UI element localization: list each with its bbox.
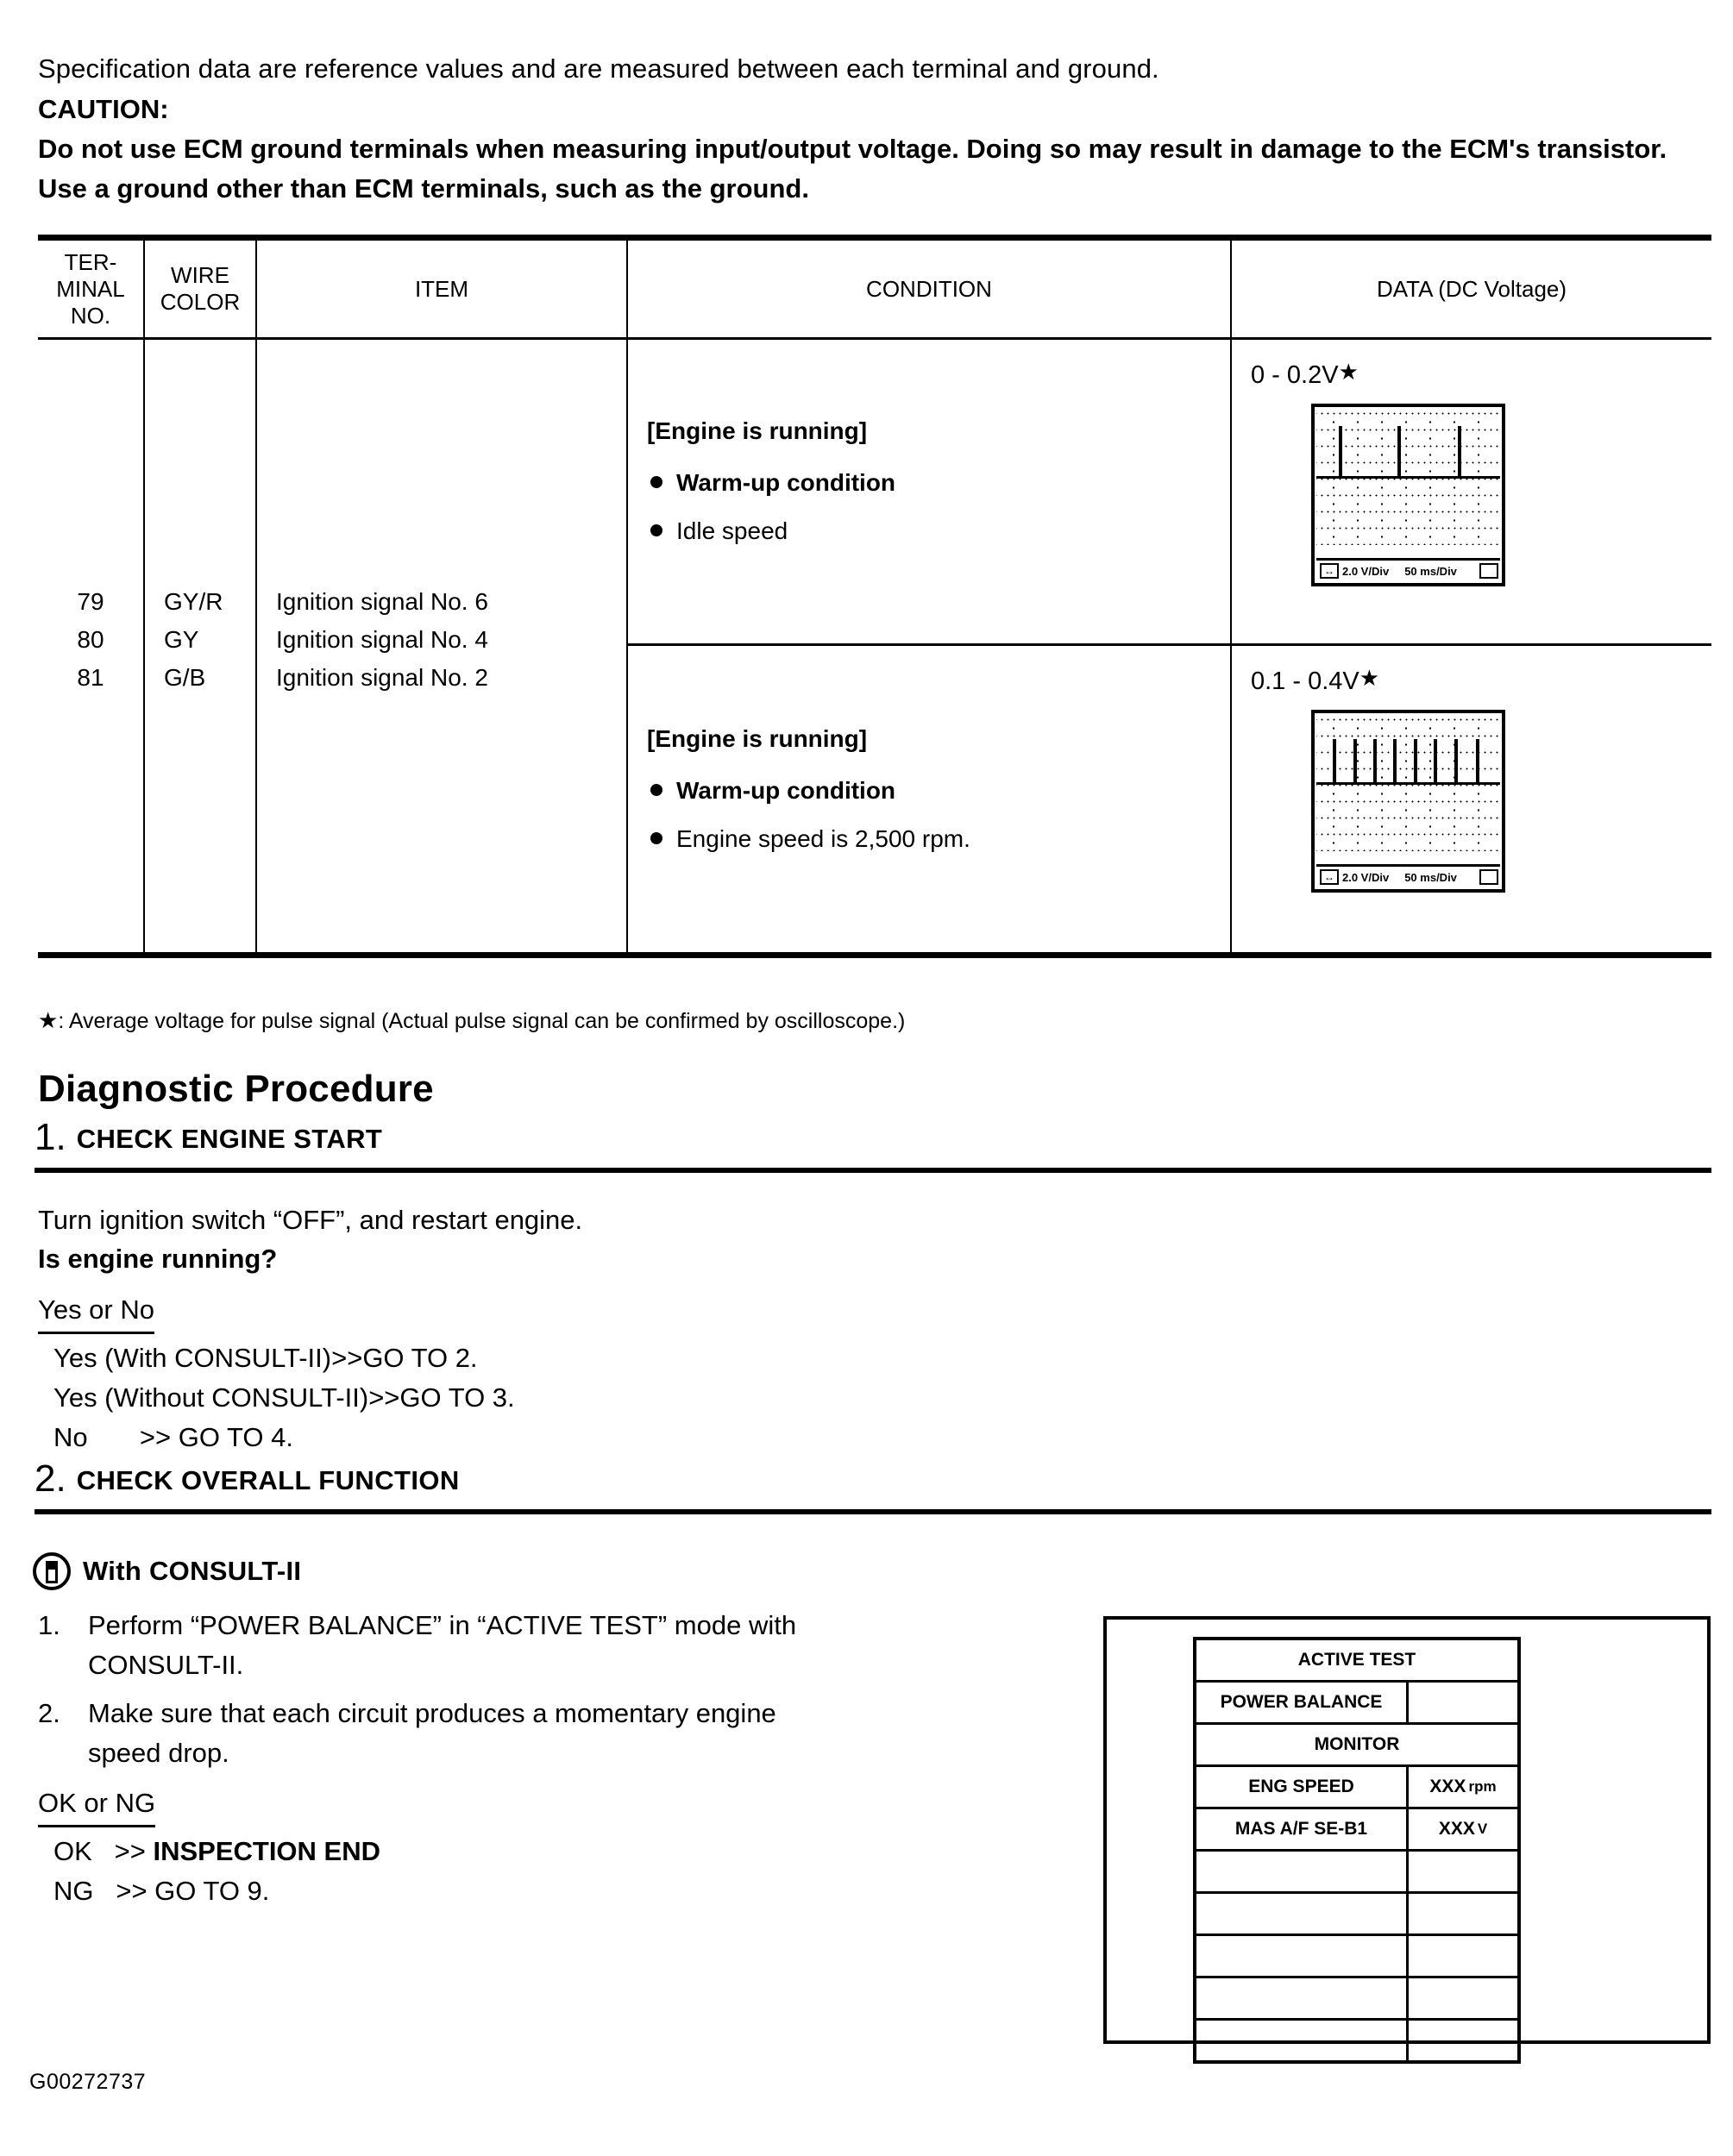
waveform-pulse — [1333, 739, 1336, 782]
waveform-pulse — [1397, 426, 1401, 476]
table-body-row — [38, 340, 1711, 952]
item-text-line1: Make sure that each circuit produces a momentary engine — [88, 1698, 776, 1728]
answer-sep: >> — [93, 1876, 155, 1906]
scope-footer — [1316, 864, 1500, 887]
caution-body: Do not use ECM ground terminals when measuring input/output voltage. Doing so may result in damage to the ECM's transistor. Use a ground other than ECM terminals, such as the ground. — [38, 134, 1667, 204]
scope-mode-icon: ↔ — [1320, 869, 1339, 885]
answer-key: OK — [53, 1836, 92, 1866]
header-terminal-l1: TER- — [64, 248, 117, 275]
item-text-line2: CONSULT-II. — [88, 1650, 244, 1680]
footnote-text: : Average voltage for pulse signal (Actual pulse signal can be confirmed by oscilloscope.) — [58, 1009, 906, 1033]
terminal-no-list — [38, 583, 143, 697]
step-2-answer-label: OK or NG — [38, 1784, 155, 1827]
bullet-dot-icon — [650, 476, 662, 488]
step-1-title: CHECK ENGINE START — [76, 1124, 383, 1154]
data-voltage-value — [1251, 359, 1711, 390]
star-footnote-marker: ★ — [1359, 665, 1380, 691]
scope-time-per-div: 50 ms/Div — [1404, 564, 1457, 578]
waveform-pulse — [1373, 739, 1377, 782]
wire-color-list — [145, 583, 255, 697]
condition-bullet-text: Engine speed is 2,500 rpm. — [676, 824, 970, 852]
condition-bullet-text: Idle speed — [676, 517, 788, 544]
item-label: Ignition signal No. 4 — [276, 626, 488, 653]
step-2-numbered-item — [38, 1606, 1056, 1685]
item-cell — [257, 340, 628, 952]
wire-color: G/B — [164, 664, 206, 691]
wire-color: GY — [164, 626, 199, 653]
bullet-dot-icon — [650, 832, 662, 844]
consult-device-icon — [33, 1552, 71, 1590]
answer-target: GO TO 9. — [154, 1876, 270, 1906]
answer-sep: >> — [91, 1836, 154, 1866]
intro-block — [38, 48, 1711, 209]
scope-mode-icon: ↔ — [1320, 563, 1339, 579]
condition-block-1 — [628, 340, 1230, 646]
with-consult-heading — [33, 1552, 301, 1590]
blank-row — [1196, 1936, 1517, 1978]
monitor-row — [1196, 1767, 1517, 1809]
power-balance-row — [1196, 1683, 1517, 1725]
blank-cell — [1196, 2021, 1409, 2060]
blank-row — [1196, 1978, 1517, 2021]
waveform-pulse — [1434, 739, 1437, 782]
terminal-no: 81 — [77, 664, 104, 691]
monitor-item-value — [1409, 1767, 1517, 1807]
header-data: DATA (DC Voltage) — [1376, 275, 1567, 302]
active-test-title: ACTIVE TEST — [1297, 1650, 1416, 1670]
step-2-title: CHECK OVERALL FUNCTION — [76, 1465, 460, 1495]
page-identifier: G00272737 — [29, 2070, 147, 2094]
step-1-answer-label: Yes or No — [38, 1291, 154, 1334]
answer-option[interactable]: Yes (Without CONSULT-II)>>GO TO 3. — [53, 1382, 515, 1413]
star-icon: ★ — [38, 1007, 59, 1033]
scope-baseline — [1316, 476, 1500, 479]
item-number: 2. — [38, 1698, 60, 1728]
scope-volts-per-div: 2.0 V/Div — [1342, 870, 1390, 884]
scope-corner-box — [1479, 563, 1498, 579]
table-header-row — [38, 241, 1711, 340]
step-2-numbered-item — [38, 1694, 1056, 1773]
waveform-pulse — [1393, 739, 1397, 782]
step-1-rule — [35, 1168, 1711, 1173]
step-2-answer-list — [53, 1832, 380, 1911]
scope-screen — [1316, 409, 1500, 545]
blank-cell — [1196, 1852, 1409, 1891]
scope-time-per-div: 50 ms/Div — [1404, 870, 1457, 884]
item-label: Ignition signal No. 6 — [276, 588, 488, 615]
header-condition: CONDITION — [628, 241, 1232, 337]
scope-corner-box — [1479, 869, 1498, 885]
step-1-instruction: Turn ignition switch “OFF”, and restart engine. — [38, 1205, 583, 1235]
data-block-2 — [1232, 646, 1711, 952]
condition-bullet — [647, 825, 1213, 853]
data-voltage-text: 0.1 - 0.4V — [1251, 667, 1359, 695]
active-test-screen — [1193, 1637, 1521, 2064]
blank-row — [1196, 1894, 1517, 1936]
blank-cell — [1409, 1936, 1517, 1976]
wire-color-cell — [145, 340, 257, 952]
condition-title: [Engine is running] — [647, 417, 868, 444]
header-terminal-l3: NO. — [70, 302, 111, 329]
header-terminal-no — [38, 241, 145, 337]
waveform-pulse — [1414, 739, 1417, 782]
item-text — [88, 1694, 1056, 1773]
waveform-pulse — [1458, 426, 1461, 476]
with-consult-label: With CONSULT-II — [83, 1556, 302, 1586]
step-2-rule — [35, 1509, 1711, 1514]
step-1-question: Is engine running? — [38, 1244, 278, 1274]
scope-volts-per-div: 2.0 V/Div — [1342, 564, 1390, 578]
step-1-number: 1. — [35, 1116, 66, 1158]
monitor-row — [1196, 1809, 1517, 1852]
monitor-item-label: MAS A/F SE-B1 — [1196, 1809, 1409, 1849]
data-voltage-text: 0 - 0.2V — [1251, 361, 1339, 389]
monitor-value-number: XXX — [1429, 1777, 1466, 1796]
waveform-pulse — [1353, 739, 1357, 782]
data-cell — [1232, 340, 1711, 952]
step-1-answer-list — [53, 1338, 515, 1457]
terminal-no: 79 — [77, 588, 104, 615]
blank-row — [1196, 1852, 1517, 1894]
bullet-dot-icon — [650, 784, 662, 796]
answer-target: INSPECTION END — [153, 1836, 380, 1866]
item-text-line1: Perform “POWER BALANCE” in “ACTIVE TEST” mode with — [88, 1610, 797, 1640]
condition-bullet — [647, 517, 1213, 545]
oscilloscope-waveform-2 — [1311, 710, 1505, 893]
active-test-figure — [1103, 1616, 1711, 2044]
table-footnote — [38, 1007, 905, 1034]
condition-cell — [628, 340, 1232, 952]
condition-bullet — [647, 777, 1213, 805]
blank-cell — [1196, 1894, 1409, 1934]
blank-cell — [1409, 2021, 1517, 2060]
header-item: ITEM — [257, 241, 628, 337]
blank-cell — [1409, 1852, 1517, 1891]
item-number: 1. — [38, 1610, 60, 1640]
step-2-header — [35, 1457, 1711, 1514]
active-test-title-row — [1196, 1640, 1517, 1683]
blank-row — [1196, 2021, 1517, 2060]
step-1-header — [35, 1116, 1711, 1173]
condition-bullet-text: Warm-up condition — [676, 776, 896, 804]
answer-key: NG — [53, 1876, 94, 1906]
condition-bullet-text: Warm-up condition — [676, 469, 896, 496]
condition-bullet — [647, 469, 1213, 497]
oscilloscope-waveform-1 — [1311, 404, 1505, 586]
star-footnote-marker: ★ — [1338, 359, 1359, 385]
bullet-dot-icon — [650, 524, 662, 536]
item-list — [257, 583, 626, 697]
waveform-pulse — [1476, 739, 1479, 782]
data-block-1 — [1232, 340, 1711, 646]
power-balance-label: POWER BALANCE — [1196, 1683, 1409, 1722]
condition-block-2 — [628, 646, 1230, 952]
diagnostic-procedure-heading: Diagnostic Procedure — [38, 1068, 434, 1110]
answer-option[interactable]: No >> GO TO 4. — [53, 1422, 293, 1452]
blank-cell — [1409, 1894, 1517, 1934]
power-balance-value — [1409, 1683, 1517, 1722]
caution-label: CAUTION: — [38, 94, 169, 124]
answer-option[interactable] — [53, 1832, 380, 1871]
item-text-line2: speed drop. — [88, 1738, 229, 1768]
item-label: Ignition signal No. 2 — [276, 664, 488, 691]
waveform-pulse — [1339, 426, 1342, 476]
scope-screen — [1316, 715, 1500, 851]
header-wire-color — [145, 241, 257, 337]
terminal-no-cell — [38, 340, 145, 952]
step-2-number: 2. — [35, 1457, 66, 1500]
answer-option[interactable] — [53, 1871, 380, 1911]
monitor-value-number: XXX — [1438, 1819, 1475, 1839]
blank-cell — [1409, 1978, 1517, 2018]
data-voltage-value — [1251, 665, 1711, 696]
monitor-header-row — [1196, 1725, 1517, 1767]
terminal-spec-table — [38, 235, 1711, 958]
monitor-item-label: ENG SPEED — [1196, 1767, 1409, 1807]
item-text — [88, 1606, 1056, 1685]
header-wire-l2: COLOR — [160, 289, 241, 315]
terminal-no: 80 — [77, 626, 104, 653]
blank-cell — [1196, 1936, 1409, 1976]
answer-option[interactable]: Yes (With CONSULT-II)>>GO TO 2. — [53, 1343, 478, 1373]
monitor-value-unit: V — [1477, 1821, 1488, 1837]
blank-cell — [1196, 1978, 1409, 2018]
wire-color: GY/R — [164, 588, 223, 615]
monitor-item-value — [1409, 1809, 1517, 1849]
scope-footer — [1316, 558, 1500, 581]
monitor-value-unit: rpm — [1468, 1778, 1497, 1795]
spec-note: Specification data are reference values and are measured between each terminal and ground. — [38, 53, 1159, 84]
condition-title: [Engine is running] — [647, 724, 868, 752]
scope-baseline — [1316, 782, 1500, 785]
waveform-pulse — [1454, 739, 1458, 782]
header-wire-l1: WIRE — [171, 262, 229, 288]
header-terminal-l2: MINAL — [56, 275, 125, 302]
monitor-label: MONITOR — [1314, 1734, 1400, 1754]
